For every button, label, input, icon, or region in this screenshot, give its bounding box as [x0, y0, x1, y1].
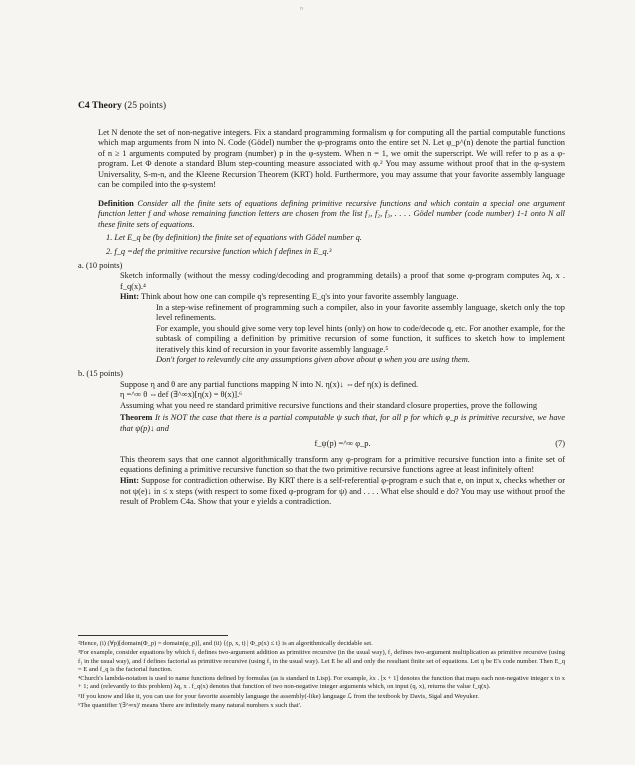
definition-block [78, 199, 565, 231]
definition-text: Consider all the finite sets of equations defining primitive recursive functions and which contain a special one argument function letter f and whose remaining function letters are chosen from the list f₁, f₂, f₃, . . . . Gödel number (code number) 1-1 onto N all these finite sets of equations. [98, 198, 565, 229]
theorem-label: Theorem [120, 413, 153, 423]
part-b-paragraph-3: Assuming what you need re standard primitive recursive functions and their standard closure properties, prove the following [120, 400, 538, 410]
problem-body [78, 101, 565, 508]
part-a-hint-line: Don't forget to relevantly cite any assumptions given above about φ when you are using them. [156, 355, 470, 365]
section-title: C4 Theory [78, 100, 122, 111]
part-a-hint [78, 292, 565, 303]
theorem-text: It is NOT the case that there is a partial computable ψ such that, for all p for which φ_p is primitive recursive, we have that ψ(p)↓ and [120, 413, 565, 433]
definition-label: Definition [98, 198, 134, 208]
footnote-4: ⁴Church's lambda-notation is used to name functions defined by formulas (as is standard in Lisp). For example, λx . [x + 1] denotes the function that maps each non-negative integer x to x + 1; and (relevantly to this problem) λq, x . f_q(x) denotes that function of two non-negative integer arguments which, on input (q, x), returns the value f_q(x). [78, 675, 565, 691]
section-heading [78, 101, 565, 112]
part-a-hint-line: In a step-wise refinement of programming such a compiler, also in your favorite assembly language, sketch only the top level refinements. [156, 302, 565, 323]
footnote-rule [78, 635, 228, 636]
theorem-block [78, 413, 565, 434]
equation: f_ψ(p) =^∞ φ_p. [314, 439, 371, 449]
part-b-label: b. (15 points) [78, 369, 123, 379]
part-a-label: a. (10 points) [78, 260, 123, 270]
definition-item-1: 1. Let E_q be (by definition) the finite set of equations with Gödel number q. [106, 233, 362, 243]
equation-row [78, 439, 565, 450]
section-points: (25 points) [124, 100, 167, 111]
page-mark: ⁿ [300, 5, 304, 14]
part-b-hint-label: Hint: [120, 475, 140, 485]
part-a-hint-label: Hint: [120, 292, 140, 302]
intro-paragraph: Let N denote the set of non-negative integers. Fix a standard programming formalism φ for computing all the partial computable functions which map arguments from N into N. Code (Gödel) number the φ-programs onto the entire set N. Let φ_p^(n) denote the partial function of n ≥ 1 arguments computed by program (number) p in the φ-system. When n = 1, we omit the superscript. We will refer to p as a φ-program. Let Φ denote a standard Blum step-counting measure associated with φ.² You may assume without proof that in the φ-system Universality, S-m-n, and the Kleene Recursion Theorem (KRT) hold. Furthermore, you may assume that your favorite assembly language can be compiled into the φ-system! [98, 127, 565, 190]
part-b-hint [78, 476, 565, 508]
footnotes [78, 640, 565, 711]
part-b-paragraph-2: η =^∞ θ ⇔def (∃^∞x)[η(x) = θ(x)].⁶ [120, 390, 243, 400]
part-b-paragraph-1: Suppose η and θ are any partial functions mapping N into N. η(x)↓ ⇔def η(x) is defined. [120, 379, 419, 389]
footnote-3: ³For example, consider equations by which f₁ defines two-argument addition as primitive recursive (in the usual way), f₂ defines two-argument multiplication as primitive recursive (using f₁ in the usual way), and f defines factorial as primitive recursive (using f₂ in the usual way). Let E be all and only the resultant finite set of equations. Let q be E's code number. Then E_q = E and f_q is the factorial function. [78, 649, 565, 673]
footnote-2: ²Hence, (i) (∀p)[domain(Φ_p) = domain(φ_p)], and (ii) {(p, x, t) | Φ_p(x) ≤ t} is an algorithmically decidable set. [78, 640, 373, 647]
part-a-body: Sketch informally (without the messy coding/decoding and programming details) a proof that some φ-program computes λq, x . f_q(x).⁴ [120, 271, 565, 291]
part-a-hint-line: For example, you should give some very top level hints (only) on how to code/decode q, etc. For another example, for the subtask of compiling a definition by primitive recursion of some function, it suffices to sketch how to implement iteratively this kind of recursion in your favorite assembly language.⁵ [156, 323, 565, 354]
footnote-6: ⁶The quantifier '(∃^∞x)' means 'there are infinitely many natural numbers x such that'. [78, 702, 302, 710]
part-b-paragraph-4: This theorem says that one cannot algorithmically transform any φ-program for a primitive recursive function into a finite set of equations defining a primitive recursive function so that the two primitive recursive functions agree at least infinitely often! [120, 454, 565, 475]
part-b-hint-text: Suppose for contradiction otherwise. By KRT there is a self-referential φ-program e such that e, on input x, checks whether or not ψ(e)↓ in ≤ x steps (with respect to some fixed φ-program for ψ) and . . . . What else should e do? You may use without proof the result of Problem C4a. Show that your e yields a contradiction. [120, 475, 566, 507]
part-a-hint-text: Think about how one can compile q's representing E_q's into your favorite assembly language. [141, 292, 459, 302]
equation-number: (7) [555, 439, 565, 449]
definition-item-2: 2. f_q =def the primitive recursive function which f defines in E_q.³ [106, 247, 332, 257]
footnote-5: ⁵If you know and like it, you can use for your favorite assembly language the assembly(-like) language ℒ from the textbook by Davis, Sigal and Weyuker. [78, 692, 479, 700]
